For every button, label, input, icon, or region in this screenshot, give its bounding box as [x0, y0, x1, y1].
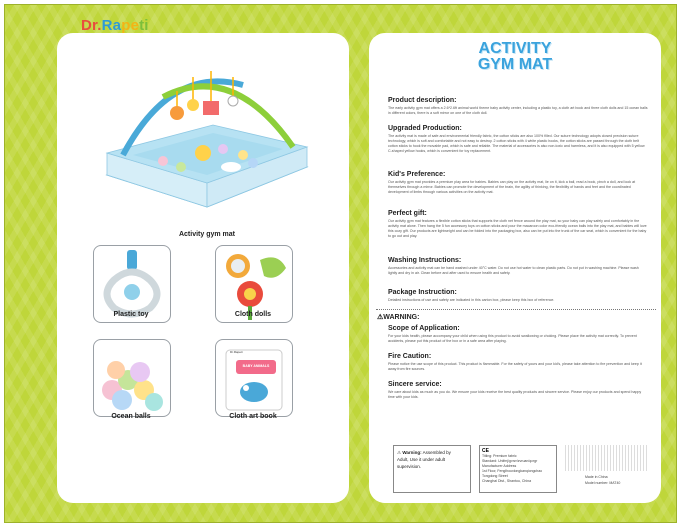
section-body: Detailed instructions of use and safety are indicated in this carton box, please keep this box of reference. — [388, 298, 555, 302]
section-head: Product description: — [388, 97, 457, 104]
warning-box-line: supervision. — [397, 464, 422, 469]
ocean-balls-tile — [93, 339, 171, 417]
cloth-art-book-caption: Cloth art book — [229, 413, 277, 420]
section-head: Kid's Preference: — [388, 171, 446, 178]
cloth-dolls-caption: Cloth dolls — [234, 311, 272, 318]
section-head: Upgraded Production: — [388, 125, 462, 132]
product-box — [4, 4, 677, 523]
spec-line: Tongdong Street — [482, 474, 508, 478]
warning-heading — [377, 313, 419, 321]
warning-icon: ⚠ — [377, 314, 384, 321]
warning-box-line: Assembled by — [422, 450, 451, 455]
title-line: ACTIVITY — [478, 40, 552, 57]
ce-mark: CE — [482, 448, 489, 454]
warning-triangle-icon: ⚠ — [397, 450, 402, 455]
section-body: For your kids health, please accompany your child when using this product to avoid swallowing or choking. Please place the activity mat correctly. To prevent accidents, please put this product of the box or in a safe area after playing. — [388, 334, 637, 343]
main-caption: Activity gym mat — [178, 231, 236, 238]
section-head: Perfect gift: — [388, 210, 427, 217]
brand-part: Dr. — [81, 17, 102, 34]
cloth-art-book-tile — [215, 339, 293, 417]
section-body: The activity mat is made of safe and environmental friendly fabric, the cotton sticks are also 100% filled. Our suture technology adopts closed precision suture technology, which is soft and comfortable and not easy to destroy. 2 cotton sticks with 4 white plastic hooks, the cotton sticks are passed through the cloth belt cotton sticks to hook the movable pad, which is safe and reliable. The material of accessories is also non-toxic and harmless, and it is also equipped with 5 yellow C-shaped yellow hooks, which is convenient for toy replacement. — [388, 134, 645, 153]
warning-box-label: Warning: — [402, 450, 422, 455]
book-title-label: BABY ANIMALS — [242, 364, 270, 368]
section-head: Sincere service: — [388, 381, 442, 388]
book-brand-label: Dr.Rapeti — [230, 350, 243, 354]
spec-line: Standard: Unifmj/gvrzr/zvruan/qcrgr — [482, 459, 538, 463]
spec-line: 1st Floor, Fenglhouxlongkanqiongchao — [482, 469, 543, 473]
section-head: Washing Instructions: — [388, 257, 462, 264]
ocean-balls-caption: Ocean balls — [111, 413, 151, 420]
warning-box — [393, 445, 471, 493]
brand-part: Ra — [101, 17, 122, 34]
section-body: The early activity gym mat offers a 2.6*2.6ft animal world theme baby activity center, including a plastic toy, a cloth art book and three cloth dolls and 15 ocean balls in different colors, there is a soft mirror on one of the cloth doll. — [388, 106, 648, 115]
section-body: Please notice the use scope of this product. This product is flammable. For the safety of yours and your kid's, please take attention to fire prevention and keep it away from fire sources. — [388, 362, 642, 371]
section-body: Our activity gym mat provides a premium play area for babies. Babies can play on the activity mat, lie on it, kick a ball, read a book, pinch a doll, and look at themselves through a mirror. Babies can promote the development of the brain, the agility of thinking, the flexibility of hands and feet and the coordinated development of limbs through various activities on the activity mat. — [388, 180, 636, 194]
warning-heading-text: WARNING: — [383, 314, 420, 321]
spec-line: Changhai Dist., Shantou, China — [482, 479, 532, 483]
brand-part: pe — [121, 17, 140, 34]
brand-part: ti — [139, 17, 149, 34]
plastic-toy-caption: Plastic toy — [113, 311, 149, 318]
product-title — [453, 41, 577, 73]
model-code: Model number: MAT40 — [585, 481, 621, 485]
section-body: We care about kids as much as you do. We ensure your kids receive the best quality products and sincere service. Please enjoy our products and spend happy time with your kids. — [388, 390, 642, 399]
section-head: Package Instruction: — [388, 289, 457, 296]
section-body: Accessories and activity mat can be hand washed under 40°C water. Do not use hot water to clean plastic parts. Do not put in washing machine. Please wash lightly and dry in air. Clean before and after used to ensure health and safety. — [388, 266, 639, 275]
activity-gym-mat-photo — [93, 57, 321, 229]
divider — [376, 309, 656, 310]
warning-box-line: Adult, Use it under adult — [397, 457, 446, 462]
spec-line: Titling: Premium fabric — [482, 454, 517, 458]
section-head: Fire Caution: — [388, 353, 432, 360]
title-line: GYM MAT — [477, 56, 553, 73]
spec-line: Manufacturer Address — [482, 464, 517, 468]
barcode-area — [565, 445, 649, 493]
section-body: Our activity gym mat features a flexible cotton sticks that supports the cloth net fence around the play mat, so your baby can play safely and comfortably in the activity mat alone. Then hang the 5 fun accessory toys on cotton sticks and pour the macaroon color eco-friendly ocean balls into the play mat, and babies will love this cozy gift. Our products are lightweight and can be folded into the packaging box, also can be put into the trunk of the car seat, which is convenient for the baby to go out and play. — [388, 219, 647, 238]
made-in-label: Made in China — [585, 475, 608, 479]
barcode — [565, 445, 649, 471]
brand-logo — [81, 17, 149, 34]
spec-box — [479, 445, 557, 493]
section-head: Scope of Application: — [388, 325, 460, 332]
